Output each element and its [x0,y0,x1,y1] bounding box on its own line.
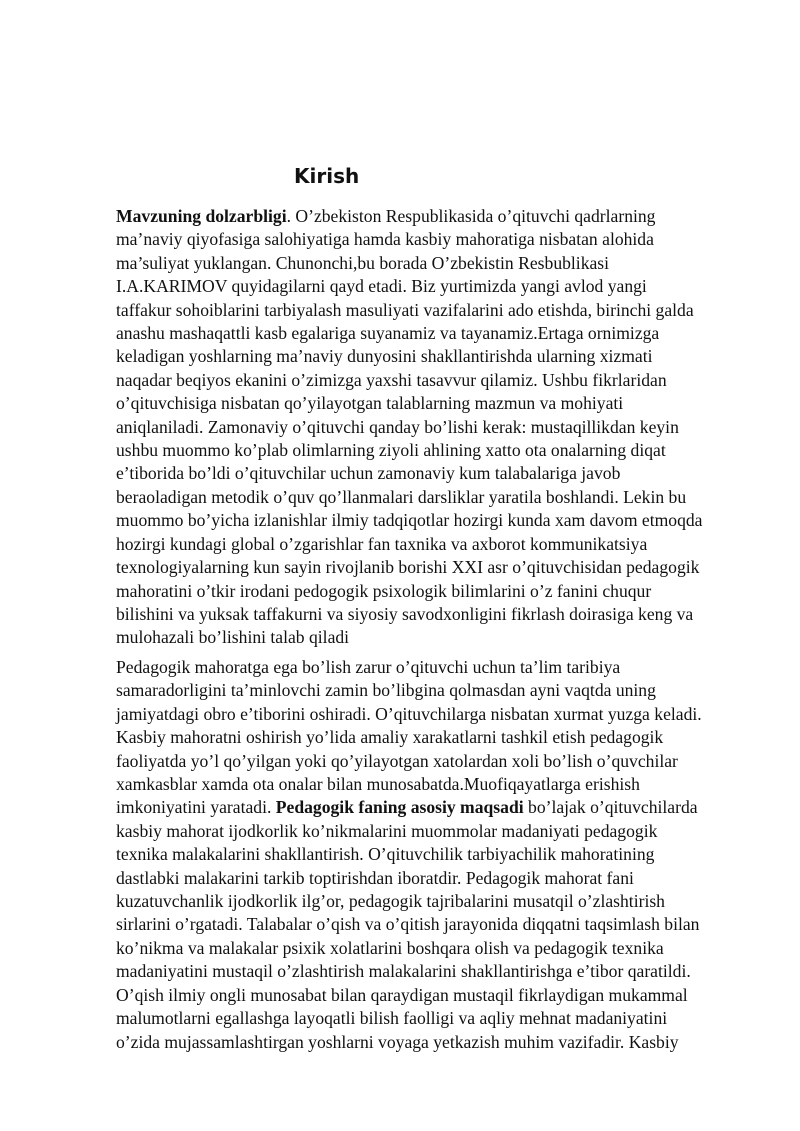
paragraph-line: sirlarini o’rgatadi. Talabalar o’qish va o’qitish jarayonida diqqatni taqsimlash bilan [116,914,700,935]
lead-bold-text: Mavzuning dolzarbligi [116,206,287,226]
paragraph-line: bilishini va yuksak taffakurni va siyosiy savodxonligini fikrlash doirasiga keng va [116,603,694,624]
paragraph-line: o’zida mujassamlashtirgan yoshlarni voyaga yetkazish muhim vazifadir. Kasbiy [116,1031,679,1052]
paragraph-relevance [116,205,748,650]
paragraph-line: taffakur sohoiblarini tarbiyalash masuliyati vazifalarini ado etishda, birinchi galda [116,299,694,320]
bold-phrase: Pedagogik faning asosiy maqsadi [275,797,524,818]
paragraph-line: mulohazali bo’lishini talab qiladi [116,627,350,648]
paragraph-line [116,796,748,819]
paragraph-line: Kasbiy mahoratni oshirish yo’lida amaliy xarakatlarni tashkil etish pedagogik [116,727,664,748]
paragraph-pedagogy [116,656,748,1054]
paragraph-line: texnika malakalarini shakllantirish. O’qituvchilik tarbiyachilik mahoratining [116,844,655,865]
paragraph-line: samaradorligini ta’minlovchi zamin bo’libgina qolmasdan ayni vaqtda uning [116,680,656,701]
paragraph-line [116,205,748,228]
paragraph-line: mahoratini o’tkir irodani pedogogik psixologik bilimlarini o’z fanini chuqur [116,580,652,601]
paragraph-line: kuzatuvchanlik ijodkorlik ilg’or, pedagogik tajribalarini musatqil o’zlashtirish [116,891,665,912]
paragraph-line: O’qish ilmiy ongli munosabat bilan qaraydigan mustaqil fikrlaydigan mukammal [116,984,688,1005]
paragraph-line: I.A.KARIMOV quyidagilarni qayd etadi. Biz yurtimizda yangi avlod yangi [116,276,647,297]
page-title: Kirish [294,164,360,188]
paragraph-line: ushbu muommo ko’plab olimlarning ziyoli ahlining xatto ota onalarning diqat [116,440,666,461]
paragraph-line: texnologiyalarning kun sayin rivojlanib borishi XXI asr o’qituvchisidan pedagogik [116,557,700,578]
paragraph-line: madaniyatini mustaqil o’zlashtirish malakalarini shakllantirishga e’tibor qaratildi. [116,961,691,982]
paragraph-line: ko’nikma va malakalar psixik xolatlarini boshqara olish va pedagogik texnika [116,937,664,958]
paragraph-line: malumotlarni egallashga layoqatli bilish faolligi va aqliy mehnat madaniyatini [116,1008,668,1029]
paragraph-line: dastlabki malakarini tarkib toptirishdan iboratdir. Pedagogik mahorat fani [116,867,634,888]
line-text: . O’zbekiston Respublikasida o’qituvchi qadrlarning [286,206,656,226]
paragraph-line: e’tiborida bo’ldi o’qituvchilar uchun zamonaviy kum talabalariga javob [116,463,621,484]
paragraph-line: o’qituvchisiga nisbatan qo’yilayotgan talablarning mazmun va mohiyati [116,393,624,414]
paragraph-line: ma’suliyat yuklangan. Chunonchi,bu borada O’zbekistin Resbublikasi [116,252,610,273]
paragraph-line: aniqlaniladi. Zamonaviy o’qituvchi qanday bo’lishi kerak: mustaqillikdan keyin [116,416,679,437]
paragraph-line: xamkasblar xamda ota onalar bilan munosabatda.Muofiqayatlarga erishish [116,774,640,795]
paragraph-line: ma’naviy qiyofasiga salohiyatiga hamda kasbiy mahoratiga nisbatan alohida [116,229,654,250]
paragraph-line: kasbiy mahorat ijodkorlik ko’nikmalarini muommolar madaniyati pedagogik [116,820,658,841]
paragraph-line: Pedagogik mahoratga ega bo’lish zarur o’qituvchi uchun ta’lim taribiya [116,657,621,677]
paragraph-line: faoliyatda yo’l qo’yilgan yoki qo’yilayotgan xatolardan xoli bo’lish o’quvchilar [116,750,678,771]
paragraph-line: anashu mashaqattli kasb egalariga suyanamiz va tayanamiz.Ertaga ornimizga [116,323,660,344]
paragraph-line: naqadar beqiyos ekanini o’zimizga yaxshi tasavvur qilamiz. Ushbu fikrlaridan [116,369,667,390]
paragraph-line: beraoladigan metodik o’quv qo’llanmalari darsliklar yaratila boshlandi. Lekin bu [116,486,687,507]
paragraph-line: keladigan yoshlarning ma’naviy dunyosini shakllantirishda ularning xizmati [116,346,653,367]
paragraph-line: muommo bo’yicha izlanishlar ilmiy tadqiqotlar hozirgi kunda xam davom etmoqda [116,510,703,531]
paragraph-line: jamiyatdagi obro e’tiborini oshiradi. O’qituvchilarga nisbatan xurmat yuzga keladi. [116,703,702,724]
paragraph-line: hozirgi kundagi global o’zgarishlar fan taxnika va axborot kommunikatsiya [116,533,648,554]
line-text: bo’lajak o’qituvchilarda [523,797,698,818]
line-text: imkoniyatini yaratadi. [116,797,276,818]
